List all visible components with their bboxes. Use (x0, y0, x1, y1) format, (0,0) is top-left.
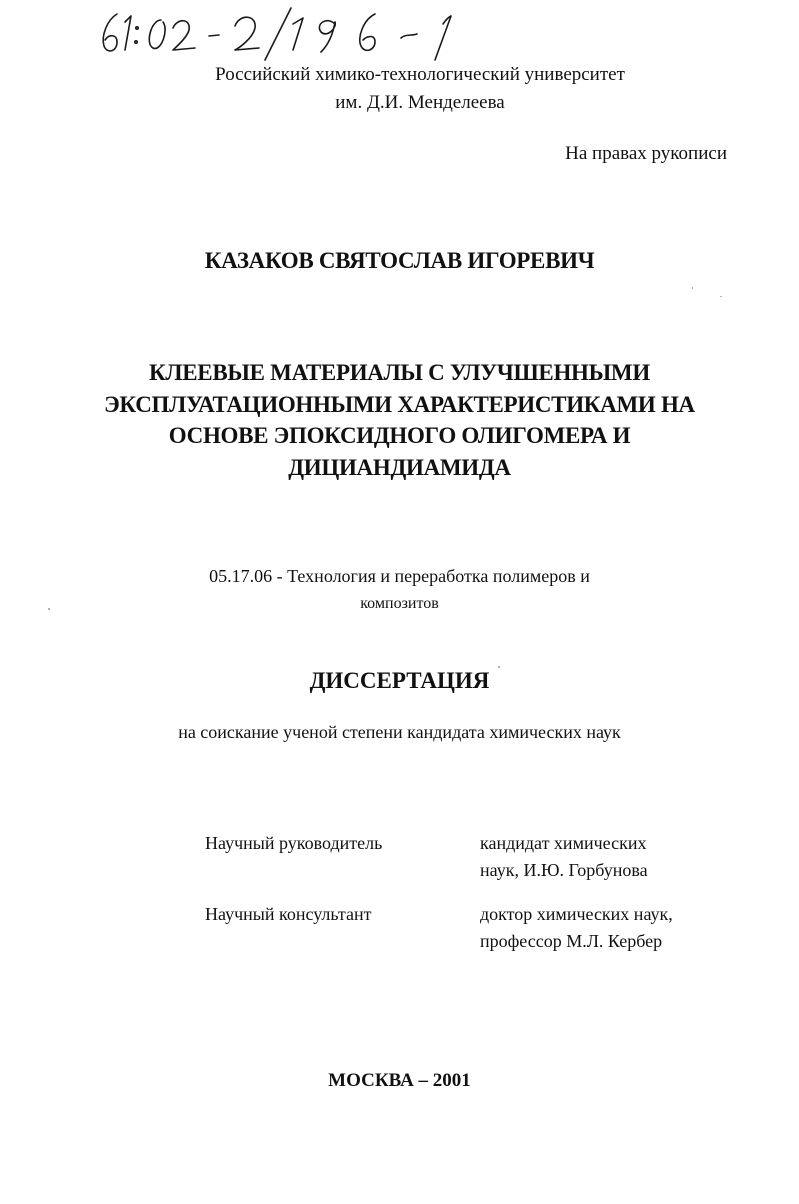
university-header (110, 61, 730, 117)
scan-speck (720, 296, 722, 297)
supervisor-role: Научный руководитель (205, 833, 383, 853)
handwritten-archive-code (95, 2, 565, 62)
supervisor-person (480, 830, 760, 884)
specialty-code (0, 562, 799, 618)
consultant-role: Научный консультант (205, 904, 372, 924)
university-name: Российский химико-технологический университет (215, 64, 625, 85)
title-line: ОСНОВЕ ЭПОКСИДНОГО ОЛИГОМЕРА И (168, 423, 631, 448)
supervisors-block (205, 830, 765, 972)
supervisor-row (205, 830, 765, 884)
degree-statement: на соискание ученой степени кандидата химических наук (178, 722, 621, 742)
scan-speck (692, 287, 693, 289)
city-year: МОСКВА – 2001 (328, 1070, 471, 1091)
consultant-name: профессор М.Л. Кербер (480, 931, 663, 951)
title-line: ЭКСПЛУАТАЦИОННЫМИ ХАРАКТЕРИСТИКАМИ НА (104, 391, 695, 417)
dissertation-title (0, 357, 799, 483)
title-line: ДИЦИАНДИАМИДА (288, 454, 511, 480)
consultant-row (205, 901, 765, 955)
specialty-line: 05.17.06 - Технология и переработка полимеров и (209, 566, 590, 586)
supervisor-name: наук, И.Ю. Горбунова (480, 860, 648, 880)
supervisor-degree: кандидат химических (480, 833, 647, 853)
rights-notice: На правах рукописи (565, 143, 727, 164)
scan-speck (48, 608, 50, 610)
consultant-degree: доктор химических наук, (480, 904, 673, 924)
document-type: ДИССЕРТАЦИЯ (309, 668, 490, 693)
consultant-person (480, 901, 760, 955)
author-name: КАЗАКОВ СВЯТОСЛАВ ИГОРЕВИЧ (204, 248, 595, 273)
title-line: КЛЕЕВЫЕ МАТЕРИАЛЫ С УЛУЧШЕННЫМИ (149, 360, 650, 385)
handwriting-icon (95, 2, 565, 62)
scan-speck (498, 666, 500, 668)
university-honorific: им. Д.И. Менделеева (335, 92, 505, 113)
specialty-line: композитов (360, 595, 439, 612)
